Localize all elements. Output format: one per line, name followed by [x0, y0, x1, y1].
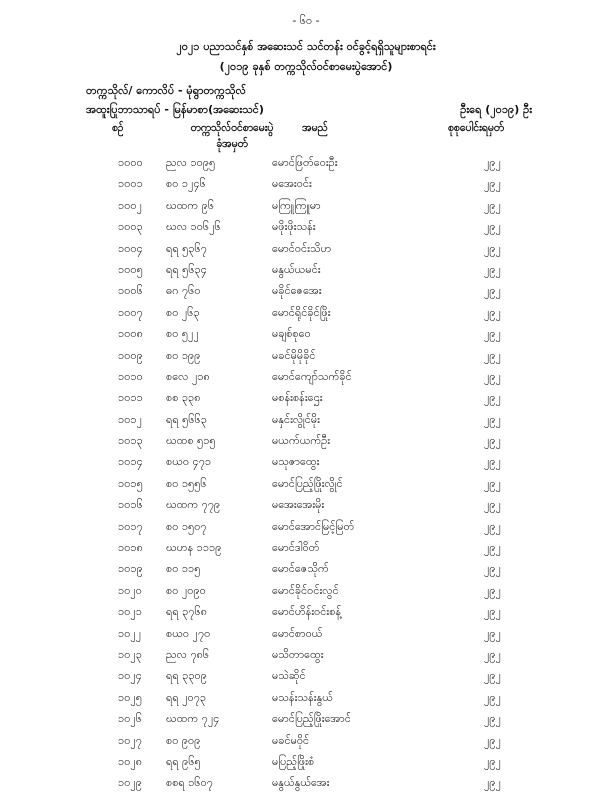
total-score: ၂၉၂ — [484, 776, 501, 790]
student-name: မခင်မဝိုင် — [272, 733, 310, 747]
row-number: ၁၀၂၀ — [118, 583, 142, 597]
roll-number: ရရ ၉၆၅ — [166, 754, 201, 768]
table-row — [0, 217, 612, 238]
roll-number: ဃထက ၉၆ — [166, 198, 215, 212]
student-name: မောင်ဖြတ်ဝေးဦး — [272, 156, 338, 169]
student-name: မောင်ဇေသိုက် — [272, 562, 329, 576]
student-name: မောင်ခိုင်ဝင်းလွင် — [272, 583, 339, 597]
roll-number: ရရ ၃၃၀၉ — [166, 669, 207, 683]
roll-number: စဝ ၂၀၉၀ — [166, 583, 206, 597]
table-row — [0, 196, 612, 217]
row-number: ၁၀၀၉ — [118, 348, 143, 362]
student-name: မောင်ကျော်သက်ခိုင် — [272, 369, 352, 383]
roll-number: ရရ ၅၆၃၄ — [166, 262, 207, 276]
roll-number: စဝ ၁၁၅ — [166, 562, 201, 576]
row-number: ၁၀၁၆ — [118, 498, 143, 512]
total-score: ၂၉၂ — [484, 262, 501, 276]
student-name: မနှင်းလွိုင်မိုး — [272, 412, 320, 426]
student-name: မခိုင်ဇေအေး — [272, 284, 322, 298]
table-row — [0, 666, 612, 687]
student-name: မခင်မိုမိုခိုင် — [272, 348, 316, 362]
roll-number: စယဝ ၄၇၁ — [166, 455, 212, 469]
results-table — [0, 153, 612, 795]
table-row — [0, 239, 612, 260]
roll-number: စဝ ၁၅၀၇ — [166, 519, 207, 533]
student-name: မသန်းသန်းနွယ် — [272, 690, 333, 704]
total-score: ၂၉၂ — [484, 198, 501, 212]
document-subtitle: (၂၀၁၉ ခုနှစ် တက္ကသိုလ်ဝင်စာမေးပွဲအောင်) — [219, 60, 393, 73]
roll-number: ရရ ၃၇၆၈ — [166, 605, 207, 619]
table-row — [0, 624, 612, 645]
roll-number: စယဝ ၂၇၀ — [166, 626, 211, 640]
student-name: မောင်ဒါဝိတ် — [272, 541, 320, 555]
student-name: မအေးဝင်း — [272, 177, 312, 191]
row-number: ၁၀၁၇ — [118, 519, 143, 533]
roll-number: စဝ ၉၀၉ — [166, 733, 201, 747]
total-score: ၂၉၂ — [484, 241, 501, 255]
total-score: ၂၉၂ — [484, 305, 501, 319]
table-row — [0, 474, 612, 495]
row-number: ၁၀၁၀ — [118, 369, 143, 383]
total-score: ၂၉၂ — [484, 476, 501, 490]
row-number: ၁၀၁၁ — [118, 391, 143, 405]
total-score: ၂၉၂ — [484, 626, 501, 640]
row-number: ၁၀၂၁ — [118, 605, 142, 619]
total-score: ၂၉၂ — [484, 455, 501, 469]
table-row — [0, 559, 612, 580]
row-number: ၁၀၀၁ — [118, 177, 143, 191]
column-header-roll: တက္ကသိုလ်ဝင်စာမေးပွဲ — [190, 122, 274, 134]
total-score: ၂၉၂ — [484, 369, 501, 383]
student-name: မောင်ပြည့်ဖြိုးလွိုင် — [272, 476, 343, 490]
total-score: ၂၉၂ — [484, 391, 501, 405]
student-name: မချစ်စုဝေ — [272, 327, 311, 341]
row-number: ၁၀၀၆ — [118, 284, 143, 298]
table-row — [0, 538, 612, 559]
table-row — [0, 581, 612, 602]
total-score: ၂၉၂ — [484, 177, 501, 191]
student-name: မသိတာထွေး — [272, 647, 324, 661]
student-name: မယက်ယက်ဦး — [272, 434, 331, 448]
row-number: ၁၀၂၂ — [118, 626, 142, 640]
table-row — [0, 517, 612, 538]
roll-number: စစ ၃၃၈ — [166, 391, 201, 405]
student-name: မောင်အောင်မြင့်မြတ် — [272, 519, 355, 533]
total-score: ၂၉၂ — [484, 348, 501, 362]
roll-number: စဝ ၅၂၂ — [166, 327, 199, 341]
row-number: ၁၀၂၄ — [118, 669, 142, 683]
university-label: တက္ကသိုလ်/ ကောလိပ် - မုံရွာတက္ကသိုလ် — [86, 84, 246, 97]
row-number: ၁၀၀၅ — [118, 262, 143, 276]
table-row — [0, 431, 612, 452]
roll-number: စစရ ၁၆၀၇ — [166, 776, 213, 790]
roll-number: စဝ ၁၉၉ — [166, 348, 201, 362]
total-score: ၂၉၂ — [484, 562, 501, 576]
column-header-no: စဉ် — [112, 122, 124, 134]
student-name: မောင်ဟိန်းဝင်းစန့် — [272, 605, 342, 619]
column-header-roll-sub: ခုံအမှတ် — [216, 138, 248, 150]
roll-number: ရရ ၂၀၇၃ — [166, 690, 207, 704]
row-number: ၁၀၂၇ — [118, 733, 142, 747]
table-row — [0, 752, 612, 773]
roll-number: ညလ ၇၈၆ — [166, 647, 210, 661]
row-number: ၁၀၀၂ — [118, 198, 142, 212]
roll-number: ဃထက ၇၂၄ — [166, 712, 220, 726]
total-score: ၂၉၂ — [484, 327, 501, 341]
row-number: ၁၀၂၈ — [118, 754, 143, 768]
student-name: မကြူကြူမာ — [272, 198, 321, 212]
table-row — [0, 602, 612, 623]
row-number: ၁၀၂၉ — [118, 776, 142, 790]
row-number: ၁၀၂၆ — [118, 712, 142, 726]
roll-number: ညလ ၁၀၉၅ — [166, 156, 216, 169]
row-number: ၁၀၀၈ — [118, 327, 143, 341]
roll-number: ရရ ၅၆၆၃ — [166, 412, 207, 426]
roll-number: စဝ ၁၂၄၆ — [166, 177, 206, 191]
table-row — [0, 260, 612, 281]
total-score: ၂၉၂ — [484, 434, 501, 448]
student-name: မသုဇာထွေး — [272, 455, 320, 469]
student-name: မောင်စာဝယ် — [272, 626, 323, 640]
student-name: မောင်ရိုင်ခိုင်ဖြိုး — [272, 305, 331, 319]
table-row — [0, 367, 612, 388]
document-title: ၂၀၂၁ ပညာသင်နှစ် အဆေးသင် သင်တန်း ဝင်ခွင့်ရရှိသူများစာရင်း — [176, 40, 436, 53]
table-row — [0, 174, 612, 195]
table-row — [0, 709, 612, 730]
major-label: အထူးပြုဘာသာရပ် - မြန်မာစာ(အဆေးသင်) — [86, 103, 264, 116]
roll-number: စလေ ၂၁၈ — [166, 369, 210, 383]
student-name: မောင်ဝင်းသိဟ — [272, 241, 332, 255]
row-number: ၁၀၁၈ — [118, 541, 143, 555]
row-number: ၁၀၂၅ — [118, 690, 142, 704]
column-header-total: စုစုပေါင်းရမှတ် — [448, 122, 505, 134]
row-number: ၁၀၁၃ — [118, 434, 143, 448]
table-row — [0, 495, 612, 516]
total-score: ၂၉၂ — [484, 412, 501, 426]
total-score: ၂၉၂ — [484, 712, 501, 726]
roll-number: ဃထစ ၅၁၅ — [166, 434, 216, 448]
row-number: ၁၀၁၉ — [118, 562, 143, 576]
roll-number: ဓဂ ၇၆၀ — [166, 284, 201, 298]
row-number: ၁၀၀၃ — [118, 220, 143, 234]
table-row — [0, 731, 612, 752]
roll-number: ရရ ၅၃၆၇ — [166, 241, 207, 255]
table-row — [0, 645, 612, 666]
page-number: - ၆၀ - — [292, 14, 320, 27]
total-score: ၂၉၂ — [484, 690, 501, 704]
total-score: ၂၉၂ — [484, 541, 501, 555]
student-name: မောင်ပြည့်ဖြိုးအောင် — [272, 712, 351, 726]
row-number: ၁၀၁၂ — [118, 412, 142, 426]
row-number: ၁၀၁၅ — [118, 476, 143, 490]
table-row — [0, 324, 612, 345]
table-row — [0, 410, 612, 431]
total-score: ၂၉၂ — [484, 733, 501, 747]
student-name: မဖိုးဖိုးသန်း — [272, 220, 316, 234]
total-score: ၂၉၂ — [484, 284, 501, 298]
student-name: မနွယ်ယမင်း — [272, 262, 321, 276]
total-score: ၂၉၂ — [484, 605, 501, 619]
total-score: ၂၉၂ — [484, 498, 501, 512]
student-name: မအေးအေးမိုး — [272, 498, 325, 512]
student-name: မနွယ်နွယ်အေး — [272, 776, 330, 790]
student-name: မစန်းစန်းဌေး — [272, 391, 323, 405]
table-row — [0, 153, 612, 174]
total-score: ၂၉၂ — [484, 583, 501, 597]
table-row — [0, 303, 612, 324]
row-number: ၁၀၁၄ — [118, 455, 143, 469]
student-name: မပြည့်ဖြိုးစံ — [272, 754, 315, 768]
row-number: ၁၀၀၀ — [118, 156, 143, 169]
roll-number: ဃလ ၁၀၆၂၆ — [166, 220, 221, 234]
table-row — [0, 346, 612, 367]
row-number: ၁၀၀၄ — [118, 241, 143, 255]
student-name: မသဲဆိုင် — [272, 669, 306, 683]
roll-number: ဃဟန ၁၁၁၉ — [166, 541, 222, 555]
table-row — [0, 281, 612, 302]
total-score: ၂၉၂ — [484, 156, 501, 169]
table-row — [0, 452, 612, 473]
total-score: ၂၉၂ — [484, 519, 501, 533]
column-header-name: အမည် — [302, 122, 328, 134]
total-score: ၂၉၂ — [484, 220, 501, 234]
total-score: ၂၉၂ — [484, 647, 501, 661]
total-score: ၂၉၂ — [484, 669, 501, 683]
roll-number: စဝ ၁၅၅၆ — [166, 476, 207, 490]
roll-number: ဃထက ၇၇၉ — [166, 498, 221, 512]
table-row — [0, 688, 612, 709]
roll-number: စဝ ၂၆၃ — [166, 305, 200, 319]
row-number: ၁၀၀၇ — [118, 305, 143, 319]
count-heading: ဦးရေ (၂၀၁၉) ဦး — [460, 103, 532, 116]
row-number: ၁၀၂၃ — [118, 647, 142, 661]
table-row — [0, 388, 612, 409]
total-score: ၂၉၂ — [484, 754, 501, 768]
